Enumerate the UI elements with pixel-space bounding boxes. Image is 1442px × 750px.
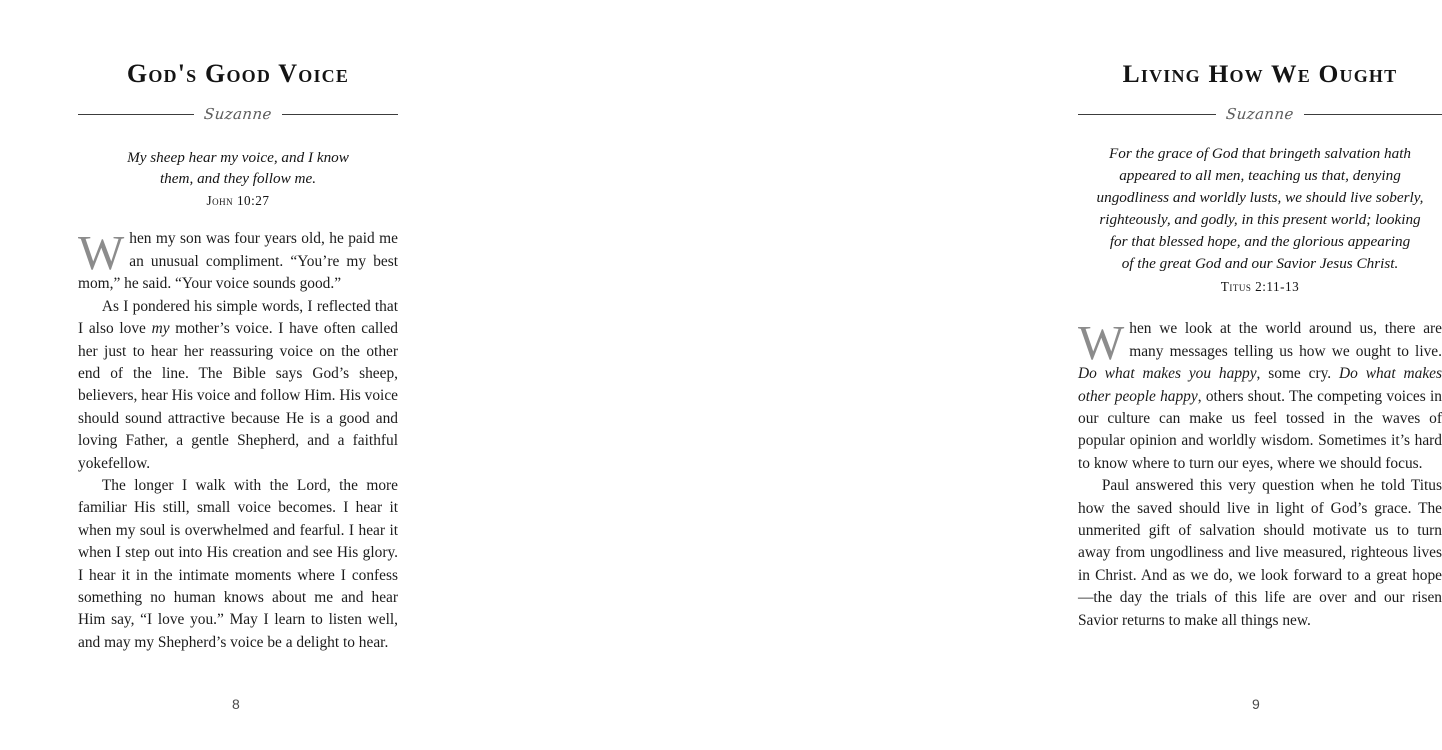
paragraph-text: hen we look at the world around us, there are many messages telling us how we ought to live. Do what makes you happy, some cry. Do what makes other people happy, others shout. The competing voices in our culture can make us feel tossed in the waves of popular opinion and worldly wisdom. Sometimes it’s hard to know where to turn our eyes, where we should focus. bbox=[1078, 320, 1442, 472]
page-title: God's Good Voice bbox=[126, 59, 350, 88]
epigraph-reference: Titus 2:11-13 bbox=[1220, 279, 1300, 295]
divider-rule-left bbox=[1078, 114, 1216, 115]
epigraph-line: them, and they follow me. bbox=[159, 170, 317, 188]
paragraph-text: The longer I walk with the Lord, the more familiar His still, small voice becomes. I hear it when my soul is overwhelmed and fearful. I hear it when I step out into His creation and see His glory. I hear it in the intimate moments where I confess something no human knows about me and hear Him say, “I love you.” May I learn to listen well, and may my Shepherd’s voice be a delight to hear. bbox=[78, 476, 398, 651]
paragraph-text: hen my son was four years old, he paid me an unusual compliment. “You’re my best mom,” he said. “Your voice sounds good.” bbox=[78, 230, 398, 293]
paragraph bbox=[1078, 475, 1442, 632]
body-copy bbox=[1078, 315, 1442, 632]
epigraph-line: for that blessed hope, and the glorious appearing bbox=[1109, 233, 1411, 251]
paragraph bbox=[78, 225, 398, 295]
page-number: 8 bbox=[232, 696, 240, 712]
epigraph-line: ungodliness and worldly lusts, we should live soberly, bbox=[1096, 189, 1424, 207]
right-page bbox=[500, 0, 1442, 750]
epigraph-reference: John 10:27 bbox=[206, 192, 270, 208]
epigraph bbox=[1078, 143, 1442, 296]
right-page-content bbox=[1078, 60, 1442, 632]
left-page bbox=[0, 0, 500, 750]
left-page-content bbox=[78, 60, 398, 654]
epigraph-line: My sheep hear my voice, and I know bbox=[127, 148, 349, 166]
paragraph-text: As I pondered his simple words, I reflected that I also love my mother’s voice. I have often called her just to hear her reassuring voice on the other end of the line. The Bible says God’s sheep, believers, hear His voice and follow Him. His voice should sound attractive because He is a good and loving Father, a gentle Shepherd, and a faithful yokefellow. bbox=[78, 297, 398, 472]
dropcap-letter: W bbox=[1078, 315, 1125, 371]
body-copy bbox=[78, 225, 398, 654]
epigraph-line: of the great God and our Savior Jesus Christ. bbox=[1121, 255, 1399, 273]
page-number: 9 bbox=[1252, 696, 1260, 712]
epigraph-line: appeared to all men, teaching us that, denying bbox=[1119, 167, 1401, 185]
paragraph bbox=[78, 296, 398, 475]
dropcap-letter: W bbox=[78, 225, 125, 281]
epigraph-line: For the grace of God that bringeth salvation hath bbox=[1108, 145, 1412, 163]
paragraph bbox=[78, 475, 398, 654]
divider-rule-left bbox=[78, 114, 194, 115]
paragraph bbox=[1078, 315, 1442, 475]
author-signature: Suzanne bbox=[203, 105, 273, 124]
divider-rule-right bbox=[1304, 114, 1442, 115]
epigraph-line: righteously, and godly, in this present world; looking bbox=[1099, 211, 1421, 229]
paragraph-text: Paul answered this very question when he told Titus how the saved should live in light of God’s grace. The unmerited gift of salvation should motivate us to turn away from ungodliness and live measured, righteous lives in Christ. And as we do, we look forward to a great hope—the day the trials of this life are over and our risen Savior returns to make all things new. bbox=[1078, 477, 1442, 629]
author-divider bbox=[1078, 105, 1442, 123]
author-signature: Suzanne bbox=[1225, 104, 1295, 123]
epigraph bbox=[78, 147, 398, 211]
page-title: Living How We Ought bbox=[1122, 59, 1398, 88]
divider-rule-right bbox=[282, 114, 398, 115]
author-divider bbox=[78, 106, 398, 124]
